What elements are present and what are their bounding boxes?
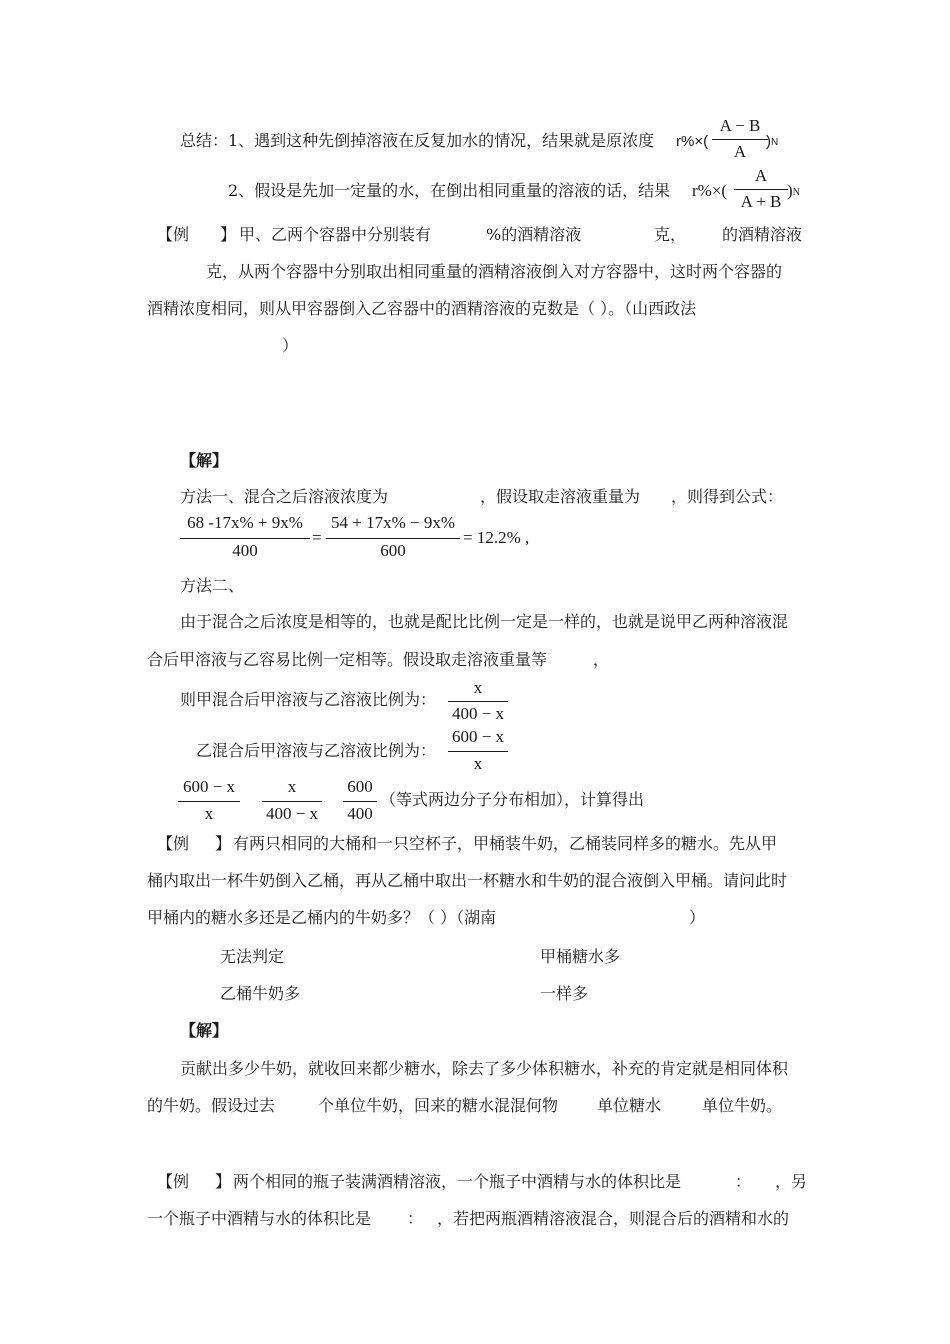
example-2-line-3-a: 甲桶内的糖水多还是乙桶内的牛奶多？（ ）（湖南: [147, 908, 497, 927]
equation-left-bar: [180, 538, 310, 539]
example-1-line-2: 克，从两个容器中分别取出相同重量的酒精溶液倒入对方容器中，这时两个容器的: [206, 262, 783, 281]
example-2-tag-open: 【例: [157, 834, 190, 853]
summary-fraction-1: [712, 116, 768, 162]
example-2-option-1: 无法判定: [220, 947, 285, 966]
calc-fraction-1: [178, 777, 240, 825]
ratio-2-label: 乙混合后甲溶液与乙溶液比例为：: [196, 741, 437, 760]
ratio-1-bar: [448, 701, 508, 702]
calc-fraction-2-denominator: 400 − x: [265, 804, 319, 823]
example-1-segment-2: %的酒精溶液: [486, 225, 582, 244]
calc-fraction-3-numerator: 600: [347, 777, 373, 796]
ratio-1-denominator: 400 − x: [451, 704, 505, 723]
calc-fraction-1-denominator: x: [204, 804, 214, 823]
example-2-tag-close: 】: [215, 834, 232, 853]
ratio-2-numerator: 600 − x: [451, 727, 505, 746]
example-1-segment-3: 克，: [654, 225, 687, 244]
solution-1-paragraph-2-a: 合后甲溶液与乙容易比例一定相等。假设取走溶液重量等: [147, 650, 548, 669]
ratio-2-bar: [448, 751, 508, 752]
summary-fraction-2: [734, 166, 788, 212]
equation-left-numerator: 68 -17x% + 9x%: [187, 513, 303, 532]
summary-fraction-2-numerator: A: [754, 166, 768, 185]
ratio-1-numerator: x: [473, 678, 483, 697]
summary-line-1: [180, 131, 654, 151]
solution-2-line-2-b: 个单位牛奶，回来的糖水混混何物: [318, 1096, 559, 1115]
example-2-line-3-b: ）: [689, 908, 706, 927]
calc-fraction-3: [343, 777, 377, 825]
example-2-line-2: 桶内取出一杯牛奶倒入乙桶，再从乙桶中取出一杯糖水和牛奶的混合液倒入甲桶。请问此时: [147, 871, 788, 890]
calc-note: （等式两边分子分布相加），计算得出: [380, 790, 645, 809]
summary-formula-1-close: ): [766, 133, 771, 150]
equation-right-denominator: 600: [380, 541, 406, 560]
ratio-2-fraction: [448, 727, 508, 773]
example-2-option-2: 甲桶糖水多: [540, 947, 621, 966]
equation-right-bar: [326, 538, 460, 539]
calc-fraction-1-bar: [178, 801, 240, 802]
summary-formula-1-exponent: N: [771, 137, 779, 148]
summary-formula-2-prefix: r%×(: [692, 181, 728, 200]
equation-result: = 12.2% ,: [463, 528, 530, 547]
example-3-tag-close: 】: [215, 1172, 232, 1191]
equation-fraction-right: [326, 513, 460, 563]
calc-fraction-3-denominator: 400: [347, 804, 373, 823]
solution-2-line-1: 贡献出多少牛奶，就收回来都少糖水，除去了多少体积糖水，补充的肯定就是相同体积: [180, 1059, 789, 1078]
solution-1-paragraph-2-b: ，: [593, 650, 610, 669]
ratio-1-fraction: [448, 678, 508, 724]
solution-1-method-1-b: ，假设取走溶液重量为: [480, 487, 641, 506]
summary-line-1-text: 总结：1、遇到这种先倒掉溶液在反复加水的情况，结果就是原浓度: [180, 131, 655, 150]
summary-fraction-2-denominator: A + B: [740, 192, 782, 211]
ratio-1-label: 则甲混合后甲溶液与乙溶液比例为：: [180, 690, 437, 709]
equation-right-numerator: 54 + 17x% − 9x%: [331, 513, 455, 532]
summary-fraction-1-numerator: A − B: [719, 116, 761, 135]
example-3-line-1-a: 两个相同的瓶子装满酒精溶液，一个瓶子中酒精与水的体积比是: [233, 1172, 682, 1191]
example-3-line-2-b: ：: [407, 1209, 424, 1228]
solution-1-method-1-a: 方法一、混合之后溶液浓度为: [180, 487, 389, 506]
solution-2-line-2-d: 单位牛奶。: [702, 1096, 783, 1115]
solution-1-method-1-c: ，则得到公式：: [671, 487, 784, 506]
example-3-line-1-b: ：: [735, 1172, 752, 1191]
summary-line-2-text: 2、假设是先加一定量的水，在倒出相同重量的溶液的话，结果: [228, 181, 671, 200]
calc-fraction-3-bar: [343, 801, 377, 802]
equation-equals: =: [312, 528, 322, 547]
example-3-line-2-a: 一个瓶子中酒精与水的体积比是: [147, 1209, 372, 1228]
example-2-option-4: 一样多: [540, 984, 589, 1003]
equation-left-denominator: 400: [232, 541, 258, 560]
equation-fraction-left: [180, 513, 310, 563]
solution-2-tag: 【解】: [180, 1021, 229, 1040]
calc-fraction-2-numerator: x: [287, 777, 297, 796]
solution-1-tag: 【解】: [180, 451, 229, 470]
example-1-line-3: 酒精浓度相同，则从甲容器倒入乙容器中的酒精溶液的克数是（ ）。（山西政法: [147, 299, 697, 318]
example-3-tag-open: 【例: [157, 1172, 190, 1191]
solution-1-paragraph-1: 由于混合之后浓度是相等的，也就是配比比例一定是一样的，也就是说甲乙两种溶液混: [180, 612, 789, 631]
example-3-line-1-c: ，另: [775, 1172, 808, 1191]
summary-formula-2-suffix: [787, 181, 800, 204]
summary-fraction-2-bar: [734, 189, 788, 190]
calc-fraction-1-numerator: 600 − x: [182, 777, 236, 796]
example-1-tag-open: 【例: [157, 225, 190, 244]
example-2-line-1-text: 有两只相同的大桶和一只空杯子，甲桶装牛奶，乙桶装同样多的糖水。先从甲: [233, 834, 778, 853]
summary-formula-1-suffix: [766, 132, 778, 154]
ratio-2-denominator: x: [473, 754, 483, 773]
example-2-option-3: 乙桶牛奶多: [220, 984, 301, 1003]
example-3-line-2-c: ，若把两瓶酒精溶液混合，则混合后的酒精和水的: [437, 1209, 790, 1228]
summary-fraction-1-denominator: A: [733, 142, 747, 161]
example-1-line-4: ）: [282, 336, 299, 355]
calc-fraction-2-bar: [262, 801, 322, 802]
example-1-segment-1: 甲、乙两个容器中分别装有: [239, 225, 432, 244]
solution-2-line-2-a: 的牛奶。假设过去: [147, 1096, 276, 1115]
summary-line-2: [228, 181, 670, 201]
example-1-tag-close: 】: [220, 225, 237, 244]
solution-1-method-2: 方法二、: [180, 576, 245, 595]
summary-formula-2-close: ): [787, 181, 793, 200]
summary-fraction-1-bar: [712, 139, 768, 140]
summary-formula-2-exponent: N: [792, 187, 800, 198]
example-1-segment-4: 的酒精溶液: [722, 225, 803, 244]
calc-fraction-2: [262, 777, 322, 825]
summary-formula-1-prefix: r%×(: [676, 133, 709, 150]
solution-2-line-2-c: 单位糖水: [597, 1096, 662, 1115]
